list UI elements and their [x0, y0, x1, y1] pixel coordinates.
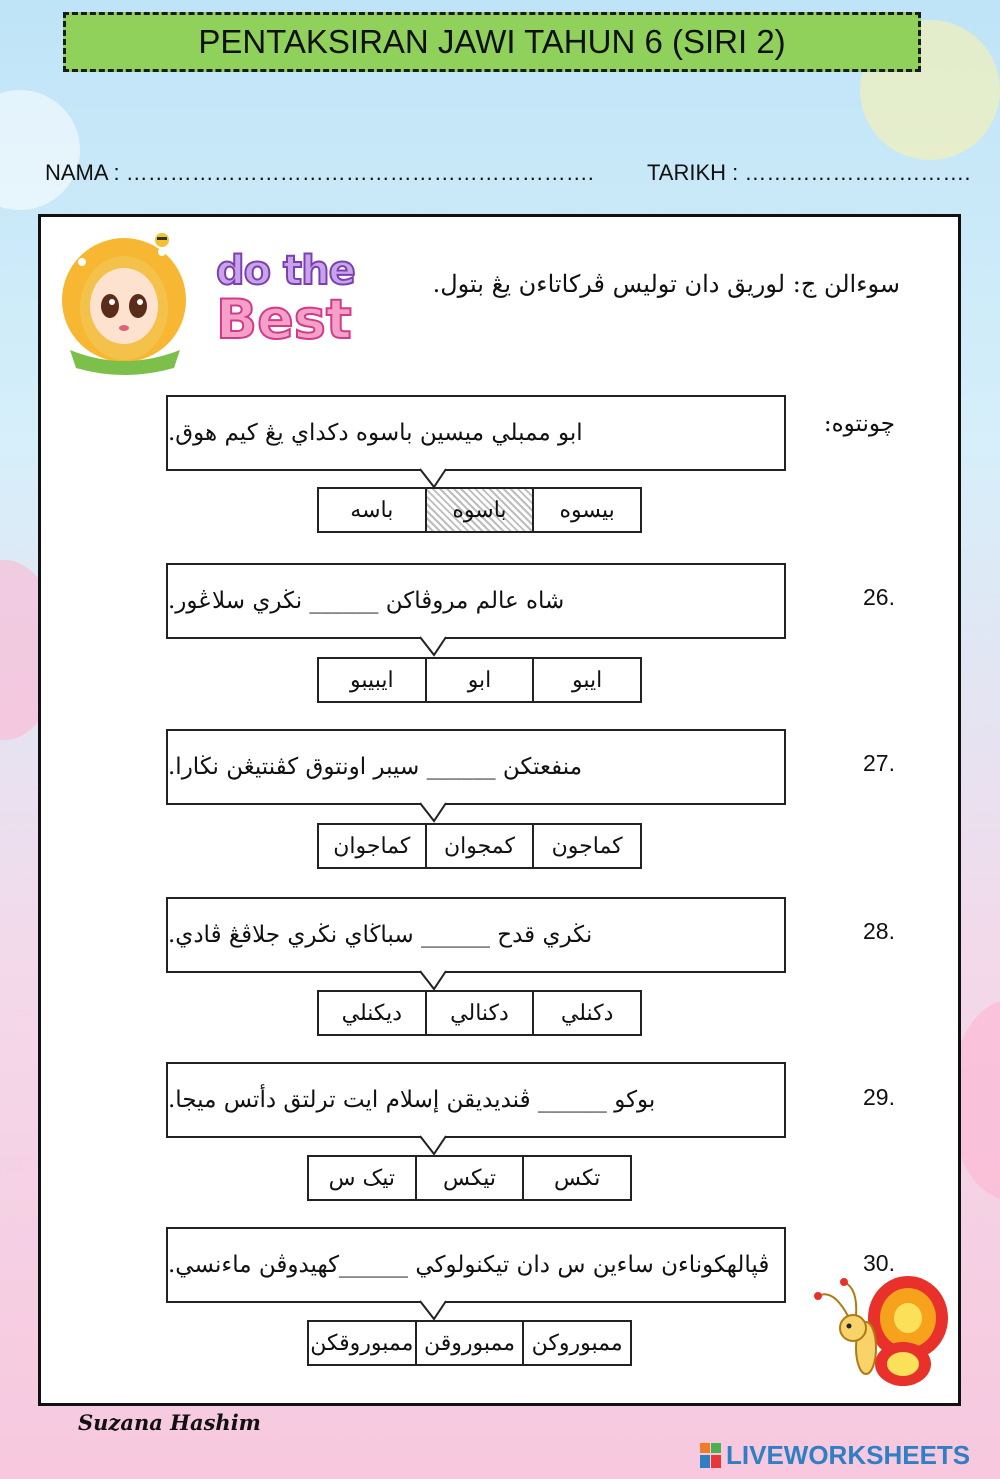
nama-field[interactable] [45, 160, 594, 186]
author-signature: Suzana Hashim [78, 1410, 261, 1435]
question-sentence-box [166, 1062, 786, 1138]
answer-choice[interactable]: ايبيبو [350, 667, 394, 693]
question-sentence: نڬري قدح ______ سباڬاي نڬري جلاڤڠ ڤادي. [168, 922, 593, 948]
example-sentence: ابو ممبلي ميسين باسوه دكداي يڠ كيم هوق. [168, 420, 583, 446]
tarikh-blank[interactable]: …………………………. [744, 160, 971, 185]
logo-line2: Best [216, 288, 352, 351]
answer-choices [307, 1320, 632, 1366]
answer-choice[interactable]: ممبوروقکن [310, 1330, 414, 1356]
question-number: 27. [863, 750, 895, 776]
liveworksheets-logo-icon [700, 1443, 722, 1469]
tarikh-field[interactable] [647, 160, 971, 186]
answer-choice[interactable]: دكنالي [425, 992, 533, 1034]
example-choice-1[interactable]: بيسوه [532, 489, 640, 531]
question-sentence-box [166, 897, 786, 973]
question-number: 30. [863, 1250, 895, 1276]
bg-bubble [0, 90, 80, 210]
question-sentence: منفعتکن ______ سيبر اونتوق كڤنتيڠن نڬارا. [168, 754, 583, 780]
answer-choices [307, 1155, 632, 1201]
brand-label: LIVEWORKSHEETS [726, 1440, 971, 1470]
tarikh-label: TARIKH : [647, 160, 745, 185]
girl-mascot-illustration [52, 222, 202, 382]
example-choice-2-selected[interactable]: باسوه [425, 489, 533, 531]
answer-choice[interactable]: تيكس [415, 1157, 523, 1199]
question-sentence-box [166, 729, 786, 805]
answer-choice[interactable]: ممبوروقن [415, 1322, 523, 1364]
speech-tail [420, 803, 448, 823]
question-number: 29. [863, 1084, 895, 1110]
question-sentence: بوكو ______ ڤنديديقن إسلام ايت ترلتق دأتس ميجا. [168, 1087, 656, 1113]
answer-choice[interactable]: کماجوان [333, 833, 411, 859]
example-label: چونتوه: [823, 411, 895, 437]
question-sentence-box [166, 563, 786, 639]
question-sentence: ڤپالهکوناءن ساءين س دان تيكنولوكي ______كهيدوڤن ماءنسي. [168, 1252, 770, 1278]
liveworksheets-brand[interactable] [700, 1440, 970, 1471]
page-title: PENTAKSIRAN JAWI TAHUN 6 (SIRI 2) [63, 12, 921, 72]
speech-tail [420, 971, 448, 991]
speech-tail [420, 1301, 448, 1321]
answer-choice[interactable]: ابو [425, 659, 533, 701]
answer-choice[interactable]: ممبوروکن [522, 1322, 630, 1364]
question-sentence-box [166, 1227, 786, 1303]
answer-choices [317, 657, 642, 703]
question-number: 28. [863, 918, 895, 944]
example-choice-3[interactable]: باسه [350, 497, 394, 523]
answer-choice[interactable]: ايبو [532, 659, 640, 701]
answer-choice[interactable]: کمجوان [425, 825, 533, 867]
example-choices [317, 487, 642, 533]
speech-tail [420, 637, 448, 657]
answer-choices [317, 823, 642, 869]
butterfly-illustration [808, 1268, 958, 1393]
answer-choice[interactable]: تيک س [328, 1165, 395, 1191]
question-sentence: شاه عالم مروڤاکن ______ نڬري سلاڠور. [168, 588, 565, 614]
nama-label: NAMA : [45, 160, 126, 185]
question-number: 26. [863, 584, 895, 610]
do-the-best-logo [216, 248, 361, 378]
speech-tail [420, 469, 448, 489]
speech-tail [420, 1136, 448, 1156]
nama-blank[interactable]: ………………………………………………………. [125, 160, 594, 185]
logo-line1: do the [216, 248, 355, 294]
answer-choices [317, 990, 642, 1036]
example-sentence-box [166, 395, 786, 471]
instruction-text: سوءالن ج: لوريق دان توليس ڤركاتاءن يڠ بتول. [432, 270, 900, 298]
answer-choice[interactable]: کماجون [532, 825, 640, 867]
answer-choice[interactable]: دكنلي [532, 992, 640, 1034]
answer-choice[interactable]: تكس [522, 1157, 630, 1199]
answer-choice[interactable]: ديكنلي [341, 1000, 402, 1026]
